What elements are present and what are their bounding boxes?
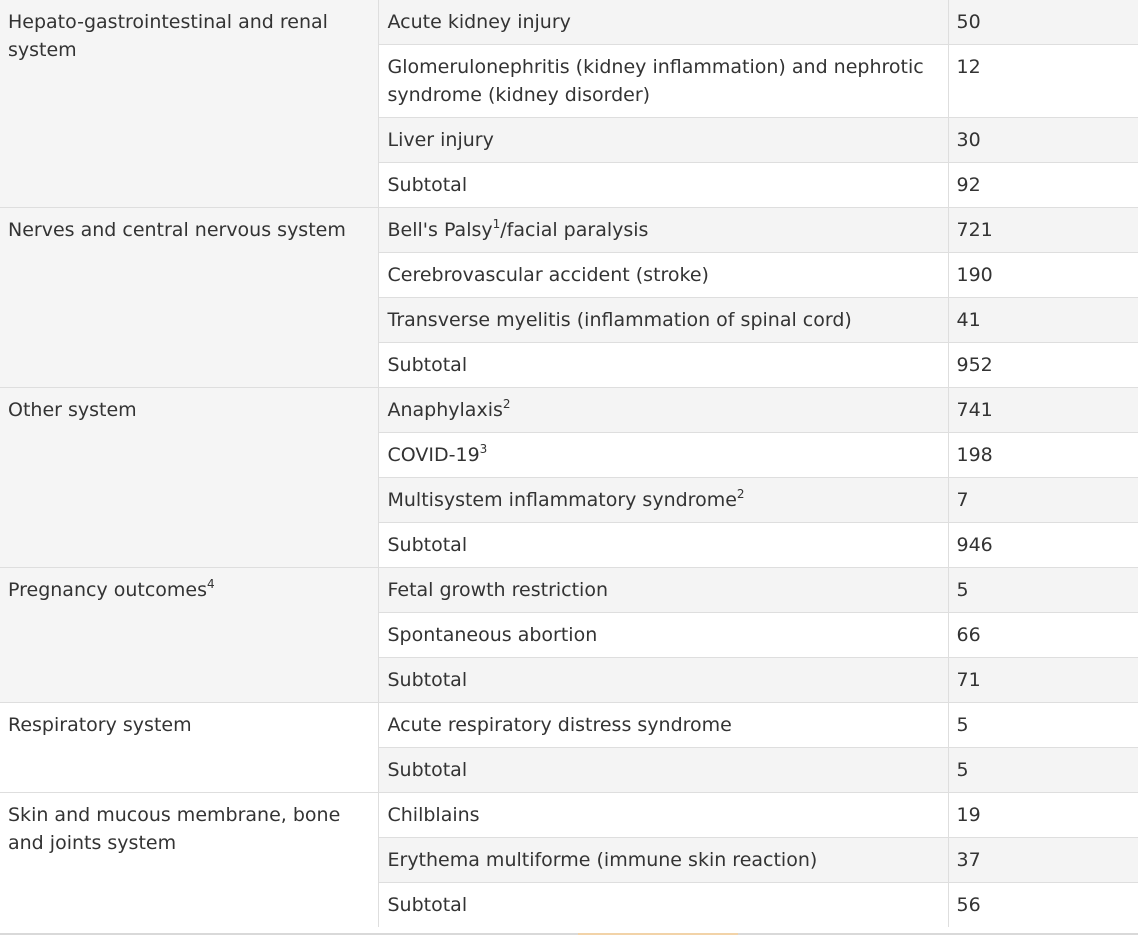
count-cell [948,838,1138,883]
event-label-suffix: /facial paralysis [500,219,649,241]
table-row [0,208,1138,253]
count-cell [948,388,1138,433]
count-value: 12 [956,56,981,78]
event-label: Cerebrovascular accident (stroke) [387,264,709,286]
event-label: Multisystem inflammatory syndrome [387,489,737,511]
event-label: Spontaneous abortion [387,624,598,646]
count-value: 5 [956,579,969,601]
count-cell [948,343,1138,388]
event-cell [378,748,948,793]
subtotal-value: 71 [956,669,981,691]
count-cell [948,163,1138,208]
event-label: Acute respiratory distress syndrome [387,714,732,736]
count-cell [948,253,1138,298]
event-cell [378,838,948,883]
system-cell [0,793,378,928]
count-cell [948,793,1138,838]
event-cell [378,208,948,253]
count-cell [948,0,1138,45]
event-cell [378,613,948,658]
count-value: 741 [956,399,993,421]
event-label: Transverse myelitis (inflammation of spinal cord) [387,309,852,331]
event-label: Anaphylaxis [387,399,503,421]
event-label: Erythema multiforme (immune skin reaction) [387,849,818,871]
subtotal-label: Subtotal [387,894,468,916]
event-cell [378,163,948,208]
subtotal-label: Subtotal [387,759,468,781]
event-label: Fetal growth restriction [387,579,609,601]
table-row [0,568,1138,613]
count-cell [948,478,1138,523]
event-cell [378,703,948,748]
count-value: 50 [956,11,981,33]
system-cell [0,0,378,208]
count-value: 41 [956,309,981,331]
subtotal-label: Subtotal [387,669,468,691]
table-row [0,793,1138,838]
event-label: Liver injury [387,129,494,151]
count-cell [948,523,1138,568]
event-cell [378,883,948,928]
footnote-marker: 4 [207,576,215,591]
count-cell [948,433,1138,478]
event-cell [378,0,948,45]
count-cell [948,45,1138,118]
system-cell [0,208,378,388]
count-value: 5 [956,714,969,736]
system-cell [0,703,378,793]
count-value: 19 [956,804,981,826]
count-cell [948,883,1138,928]
footnote-marker: 2 [502,396,511,411]
count-value: 66 [956,624,981,646]
system-label: Skin and mucous membrane, bone and joints system [8,804,341,854]
subtotal-label: Subtotal [387,354,468,376]
system-cell [0,388,378,568]
subtotal-label: Subtotal [387,534,468,556]
system-label: Respiratory system [8,714,192,736]
subtotal-value: 92 [956,174,981,196]
event-cell [378,298,948,343]
count-value: 721 [956,219,993,241]
event-cell [378,118,948,163]
subtotal-value: 5 [956,759,969,781]
count-value: 37 [956,849,981,871]
count-cell [948,748,1138,793]
count-value: 7 [956,489,969,511]
system-label: Nerves and central nervous system [8,219,346,241]
event-label: Glomerulonephritis (kidney inflammation) and nephrotic syndrome (kidney disorder) [387,56,924,106]
count-cell [948,613,1138,658]
system-label: Hepato-gastrointestinal and renal system [8,11,328,61]
event-cell [378,343,948,388]
system-label: Other system [8,399,137,421]
count-cell [948,208,1138,253]
table-row [0,388,1138,433]
event-cell [378,523,948,568]
count-cell [948,658,1138,703]
count-cell [948,118,1138,163]
event-label: Acute kidney injury [387,11,571,33]
count-value: 190 [956,264,993,286]
footnote-marker: 3 [479,441,488,456]
event-label: COVID-19 [387,444,480,466]
count-value: 30 [956,129,981,151]
event-cell [378,658,948,703]
count-value: 198 [956,444,993,466]
event-label: Chilblains [387,804,480,826]
system-cell [0,568,378,703]
event-cell [378,478,948,523]
count-cell [948,568,1138,613]
system-label: Pregnancy outcomes [8,579,208,601]
event-cell [378,793,948,838]
table-row [0,0,1138,45]
event-cell [378,388,948,433]
footnote-marker: 2 [736,486,745,501]
subtotal-value: 952 [956,354,993,376]
event-cell [378,568,948,613]
count-cell [948,703,1138,748]
event-cell [378,253,948,298]
count-cell [948,298,1138,343]
subtotal-value: 946 [956,534,993,556]
table-row [0,703,1138,748]
subtotal-label: Subtotal [387,174,468,196]
footnote-marker: 1 [492,216,501,231]
event-label: Bell's Palsy [387,219,493,241]
event-cell [378,433,948,478]
event-cell [378,45,948,118]
subtotal-value: 56 [956,894,981,916]
